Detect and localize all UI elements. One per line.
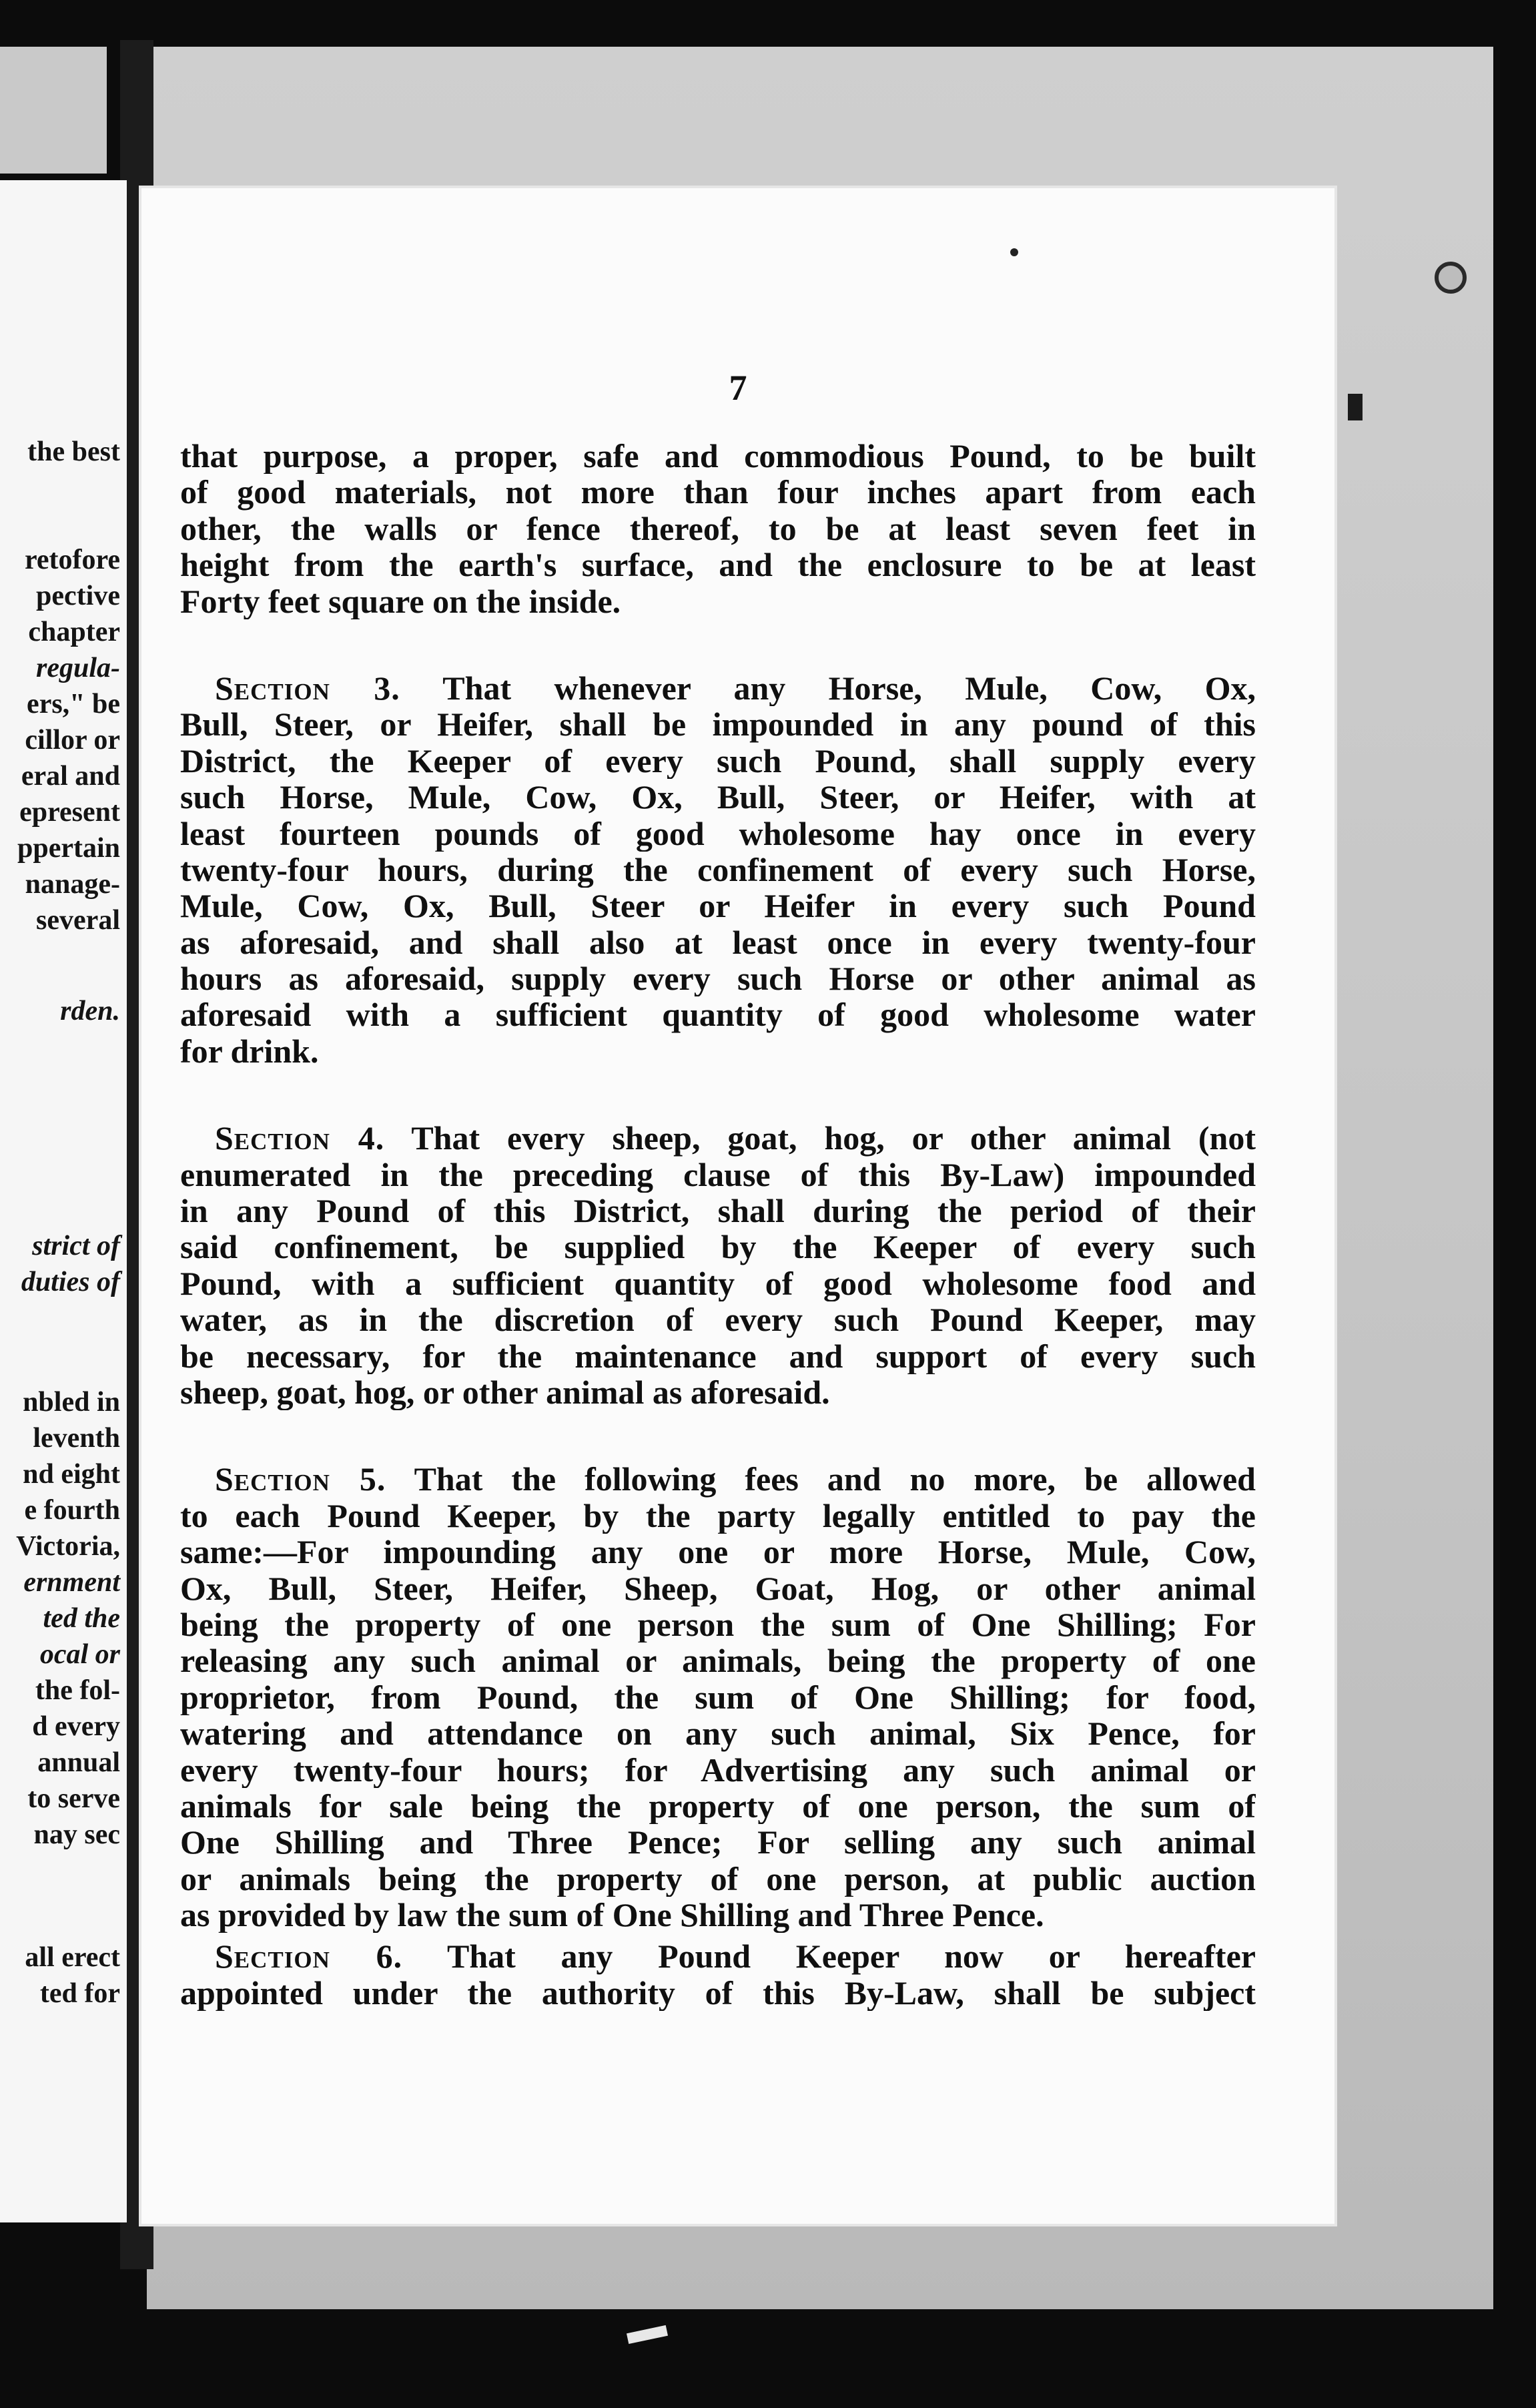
text-line: Ox, Bull, Steer, Heifer, Sheep, Goat, Hog, or other animal	[180, 1570, 1256, 1606]
section-heading: Section 5.	[215, 1461, 386, 1498]
paragraph-section-4	[180, 1120, 1256, 1410]
text-line: as provided by law the sum of One Shilling and Three Pence.	[180, 1897, 1044, 1933]
left-fragment: leventh	[33, 1423, 120, 1454]
text-line: same:—For impounding any one or more Horse, Mule, Cow,	[180, 1534, 1256, 1570]
left-fragment: d every	[32, 1711, 120, 1742]
left-fragment: ppertain	[17, 833, 120, 864]
section-heading: Section 3.	[215, 669, 400, 707]
text-line: such Horse, Mule, Cow, Ox, Bull, Steer, or Heifer, with at	[180, 779, 1256, 816]
paragraph-section-5	[180, 1461, 1256, 1933]
left-fragment: retofore	[24, 545, 120, 575]
page-body	[180, 438, 1256, 2011]
paragraph-intro	[180, 438, 1256, 619]
text-line: be necessary, for the maintenance and support of every such	[180, 1337, 1256, 1374]
left-fragment: nay sec	[33, 1819, 120, 1850]
left-fragment: to serve	[27, 1783, 120, 1814]
text-line: releasing any such animal or animals, being the property of one	[180, 1642, 1256, 1679]
text-line: being the property of one person the sum of One Shilling; For	[180, 1606, 1256, 1643]
left-fragment: ernment	[23, 1567, 120, 1598]
page-edge-mark	[1348, 394, 1363, 420]
document-page	[141, 188, 1334, 2224]
left-fragment: chapter	[28, 617, 120, 647]
text-line	[180, 1938, 1256, 1974]
left-fragment: pective	[36, 581, 120, 611]
left-fragment: the fol-	[35, 1675, 120, 1706]
left-fragment: all erect	[25, 1942, 120, 1973]
section-heading: Section 4.	[215, 1120, 385, 1157]
text-line: or animals being the property of one person, at public auction	[180, 1860, 1256, 1897]
text-line-content: That whenever any Horse, Mule, Cow, Ox,	[442, 669, 1256, 707]
left-fragment: strict of	[32, 1231, 120, 1261]
left-facing-page	[0, 180, 127, 2222]
left-fragment: Victoria,	[16, 1531, 120, 1562]
left-fragment: ted for	[39, 1978, 120, 2009]
left-fragment: ers," be	[27, 689, 120, 719]
text-line: every twenty-four hours; for Advertising any such animal or	[180, 1751, 1256, 1788]
text-line: to each Pound Keeper, by the party legally entitled to pay the	[180, 1497, 1256, 1534]
text-line: height from the earth's surface, and the enclosure to be at least	[180, 547, 1256, 583]
text-line: Bull, Steer, or Heifer, shall be impounded in any pound of this	[180, 706, 1256, 743]
left-fragment: annual	[37, 1747, 120, 1778]
text-line: in any Pound of this District, shall during the period of their	[180, 1193, 1256, 1229]
text-line-content: That every sheep, goat, hog, or other animal (not	[411, 1120, 1256, 1157]
left-fragment: the best	[27, 436, 120, 467]
left-fragment: nbled in	[23, 1387, 120, 1418]
left-fragment: eral and	[21, 761, 120, 792]
section-heading: Section 6.	[215, 1938, 403, 1975]
text-line	[180, 1120, 1256, 1156]
text-line: said confinement, be supplied by the Keeper of every such	[180, 1229, 1256, 1265]
left-fragment: rden.	[60, 996, 120, 1026]
left-fragment: duties of	[21, 1267, 120, 1297]
left-fragment: nd eight	[23, 1459, 120, 1490]
text-line: appointed under the authority of this By-Law, shall be subject	[180, 1974, 1256, 2012]
left-fragment: regula-	[36, 653, 120, 683]
text-line: twenty-four hours, during the confinement of every such Horse,	[180, 851, 1256, 888]
text-line: watering and attendance on any such animal, Six Pence, for	[180, 1715, 1256, 1752]
left-fragment: ted the	[43, 1603, 120, 1634]
text-line: One Shilling and Three Pence; For selling any such animal	[180, 1824, 1256, 1861]
text-line: of good materials, not more than four inches apart from each	[180, 474, 1256, 511]
page-number: 7	[729, 368, 747, 408]
left-fragment: e fourth	[24, 1495, 120, 1526]
text-line-content: That the following fees and no more, be allowed	[414, 1461, 1256, 1498]
text-line	[180, 1461, 1256, 1497]
text-line: aforesaid with a sufficient quantity of good wholesome water	[180, 996, 1256, 1033]
left-fragment: several	[36, 905, 120, 936]
text-line: as aforesaid, and shall also at least once in every twenty-four	[180, 924, 1256, 961]
text-line-content: That any Pound Keeper now or hereafter	[446, 1938, 1256, 1975]
text-line: water, as in the discretion of every such Pound Keeper, may	[180, 1301, 1256, 1338]
text-line: that purpose, a proper, safe and commodious Pound, to be built	[180, 438, 1256, 475]
text-line: enumerated in the preceding clause of this By-Law) impounded	[180, 1156, 1256, 1193]
scan-artifact	[627, 2325, 668, 2344]
text-line: animals for sale being the property of one person, the sum of	[180, 1787, 1256, 1825]
text-line: least fourteen pounds of good wholesome hay once in every	[180, 815, 1256, 852]
text-line: hours as aforesaid, supply every such Horse or other animal as	[180, 960, 1256, 997]
paragraph-section-6	[180, 1938, 1256, 2011]
text-line: Pound, with a sufficient quantity of good wholesome food and	[180, 1265, 1256, 1302]
text-line	[180, 670, 1256, 706]
text-line: for drink.	[180, 1032, 319, 1070]
paragraph-section-3	[180, 670, 1256, 1069]
ink-speck	[1010, 248, 1018, 256]
left-fragment: cillor or	[25, 725, 120, 756]
left-fragment: nanage-	[25, 869, 120, 900]
text-line: Mule, Cow, Ox, Bull, Steer or Heifer in every such Pound	[180, 888, 1256, 924]
binding-hole-icon	[1435, 262, 1467, 294]
text-line: District, the Keeper of every such Pound, shall supply every	[180, 742, 1256, 780]
left-fragment: epresent	[19, 797, 120, 828]
text-line: sheep, goat, hog, or other animal as aforesaid.	[180, 1374, 830, 1411]
text-line: proprietor, from Pound, the sum of One Shilling; for food,	[180, 1679, 1256, 1716]
left-page-top-edge	[0, 47, 107, 174]
text-line: Forty feet square on the inside.	[180, 583, 621, 619]
text-line: other, the walls or fence thereof, to be at least seven feet in	[180, 510, 1256, 547]
left-fragment: ocal or	[39, 1639, 120, 1670]
